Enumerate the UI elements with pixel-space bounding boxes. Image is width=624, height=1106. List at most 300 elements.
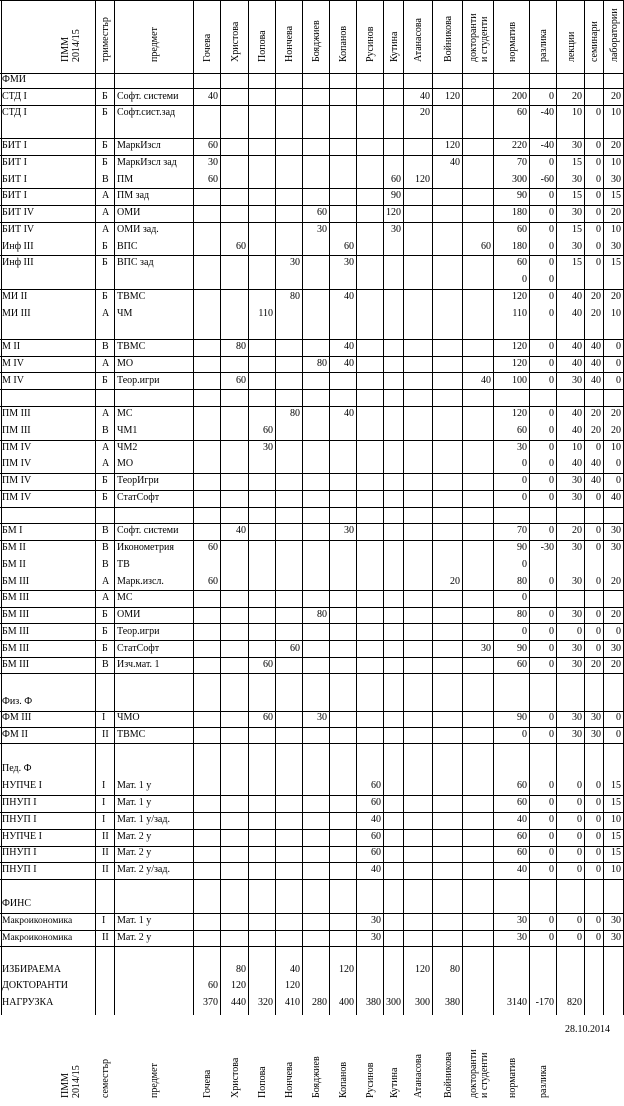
gocheva-cell: 370 bbox=[203, 997, 218, 1008]
hristova-cell: 60 bbox=[236, 375, 246, 386]
diff-cell: -170 bbox=[535, 997, 554, 1008]
lectures-cell: 0 bbox=[577, 626, 582, 637]
gocheva-cell: 60 bbox=[208, 174, 218, 185]
header-subject: предмет bbox=[149, 27, 160, 62]
seminars-cell: 0 bbox=[596, 174, 601, 185]
row-divider bbox=[0, 255, 624, 256]
group-cell: ПМ III bbox=[2, 425, 31, 436]
diff-cell: 0 bbox=[549, 932, 554, 943]
subject-cell: ПМ bbox=[117, 174, 134, 185]
seminars-cell: 0 bbox=[596, 576, 601, 587]
noncheva-cell: 410 bbox=[285, 997, 300, 1008]
diff-cell: 0 bbox=[549, 190, 554, 201]
seminars-cell: 0 bbox=[596, 525, 601, 536]
norm-cell: 180 bbox=[512, 241, 527, 252]
lectures-cell: 15 bbox=[572, 257, 582, 268]
group-cell: НАГРУЗКА bbox=[2, 997, 54, 1008]
labs-cell: 40 bbox=[611, 492, 621, 503]
lectures-cell: 30 bbox=[572, 140, 582, 151]
labs-cell: 10 bbox=[611, 157, 621, 168]
norm-cell: 90 bbox=[517, 190, 527, 201]
labs-cell: 20 bbox=[611, 609, 621, 620]
group-cell: ПМ IV bbox=[2, 442, 32, 453]
column-divider bbox=[383, 0, 384, 1015]
diff-cell: 0 bbox=[549, 375, 554, 386]
subject-cell: ТВ bbox=[117, 559, 130, 570]
group-cell: БМ I bbox=[2, 525, 23, 536]
labs-cell: 10 bbox=[611, 308, 621, 319]
seminars-cell: 0 bbox=[596, 207, 601, 218]
gocheva-cell: 60 bbox=[208, 576, 218, 587]
labs-cell: 30 bbox=[611, 643, 621, 654]
popova-cell: 60 bbox=[263, 712, 273, 723]
diff-cell: -60 bbox=[540, 174, 554, 185]
rusinov-cell: 60 bbox=[371, 847, 381, 858]
diff-cell: 0 bbox=[549, 609, 554, 620]
group-cell: ПНУП I bbox=[2, 797, 37, 808]
lectures-cell: 30 bbox=[572, 174, 582, 185]
kutina-cell: 30 bbox=[391, 224, 401, 235]
kutina-cell: 90 bbox=[391, 190, 401, 201]
diff-cell: 0 bbox=[549, 458, 554, 469]
diff-cell: 0 bbox=[549, 525, 554, 536]
group-cell: ДОКТОРАНТИ bbox=[2, 980, 68, 991]
row-divider bbox=[0, 523, 624, 524]
header-labs: лаборатории bbox=[608, 8, 620, 62]
lectures-cell: 30 bbox=[572, 542, 582, 553]
row-divider bbox=[0, 623, 624, 624]
row-divider bbox=[0, 673, 624, 674]
kopanov-cell: 40 bbox=[344, 408, 354, 419]
header-boyadzhiev: Бояджиев bbox=[311, 20, 322, 62]
row-divider bbox=[0, 590, 624, 591]
group-cell: БМ II bbox=[2, 542, 26, 553]
gocheva-cell: 30 bbox=[208, 157, 218, 168]
norm-cell: 0 bbox=[522, 492, 527, 503]
diff-cell: 0 bbox=[549, 291, 554, 302]
column-divider bbox=[329, 0, 330, 1015]
rusinov-cell: 380 bbox=[366, 997, 381, 1008]
subject-cell: МО bbox=[117, 358, 134, 369]
row-divider bbox=[0, 356, 624, 357]
column-divider bbox=[193, 0, 194, 1015]
diff-cell: -40 bbox=[540, 140, 554, 151]
norm-cell: 0 bbox=[522, 458, 527, 469]
footer-header-phd: докторанти и студенти bbox=[467, 1049, 490, 1098]
footer-header-hristova: Христова bbox=[229, 1057, 241, 1098]
lectures-cell: 30 bbox=[572, 492, 582, 503]
row-divider bbox=[0, 727, 624, 728]
term-cell: А bbox=[102, 190, 110, 201]
row-divider bbox=[0, 640, 624, 641]
group-cell: ПНУП I bbox=[2, 847, 37, 858]
voynikova-cell: 380 bbox=[445, 997, 460, 1008]
noncheva-cell: 80 bbox=[290, 291, 300, 302]
norm-cell: 30 bbox=[517, 915, 527, 926]
norm-cell: 60 bbox=[517, 224, 527, 235]
hristova-cell: 60 bbox=[236, 241, 246, 252]
group-cell: ПНУП I bbox=[2, 814, 37, 825]
group-cell: ФМ II bbox=[2, 729, 28, 740]
diff-cell: 0 bbox=[549, 241, 554, 252]
row-divider bbox=[0, 73, 624, 74]
labs-cell: 20 bbox=[611, 207, 621, 218]
term-cell: В bbox=[102, 525, 109, 536]
norm-cell: 180 bbox=[512, 207, 527, 218]
subject-cell: Мат. 1 у bbox=[117, 780, 152, 791]
diff-cell: 0 bbox=[549, 864, 554, 875]
lectures-cell: 40 bbox=[572, 425, 582, 436]
subject-cell: ПМ зад bbox=[117, 190, 150, 201]
column-divider bbox=[403, 0, 404, 1015]
labs-cell: 30 bbox=[611, 542, 621, 553]
term-cell: В bbox=[102, 659, 109, 670]
group-cell: БИТ I bbox=[2, 174, 27, 185]
row-divider bbox=[0, 155, 624, 156]
lectures-cell: 40 bbox=[572, 358, 582, 369]
lectures-cell: 40 bbox=[572, 408, 582, 419]
diff-cell: 0 bbox=[549, 814, 554, 825]
subject-cell: Мат. 2 у bbox=[117, 847, 152, 858]
lectures-cell: 30 bbox=[572, 659, 582, 670]
header-seminars: семинари bbox=[589, 21, 600, 62]
subject-cell: Иконометрия bbox=[117, 542, 174, 553]
row-divider bbox=[0, 339, 624, 340]
column-divider bbox=[220, 0, 221, 1015]
rusinov-cell: 60 bbox=[371, 831, 381, 842]
document-date: 28.10.2014 bbox=[565, 1024, 610, 1035]
lectures-cell: 820 bbox=[567, 997, 582, 1008]
subject-cell: Мат. 2 у/зад. bbox=[117, 864, 170, 875]
header-lectures: лекции bbox=[565, 31, 577, 62]
noncheva-cell: 60 bbox=[290, 643, 300, 654]
row-divider bbox=[0, 205, 624, 206]
subject-cell: СтатСофт bbox=[117, 492, 160, 503]
voynikova-cell: 80 bbox=[450, 964, 460, 975]
labs-cell: 20 bbox=[611, 576, 621, 587]
term-cell: В bbox=[102, 341, 109, 352]
labs-cell: 0 bbox=[616, 729, 621, 740]
diff-cell: 0 bbox=[549, 408, 554, 419]
subject-cell: Мат. 1 у/зад. bbox=[117, 814, 170, 825]
seminars-cell: 0 bbox=[596, 140, 601, 151]
column-divider bbox=[1, 0, 2, 1015]
norm-cell: 0 bbox=[522, 559, 527, 570]
labs-cell: 20 bbox=[611, 408, 621, 419]
term-cell: II bbox=[102, 932, 109, 943]
group-cell: Инф III bbox=[2, 241, 34, 252]
norm-cell: 30 bbox=[517, 932, 527, 943]
diff-cell: 0 bbox=[549, 729, 554, 740]
norm-cell: 220 bbox=[512, 140, 527, 151]
norm-cell: 70 bbox=[517, 157, 527, 168]
seminars-cell: 20 bbox=[591, 291, 601, 302]
subject-cell: Софт. системи bbox=[117, 91, 179, 102]
diff-cell: 0 bbox=[549, 847, 554, 858]
labs-cell: 10 bbox=[611, 224, 621, 235]
column-divider bbox=[302, 0, 303, 1015]
term-cell: I bbox=[102, 814, 106, 825]
term-cell: А bbox=[102, 207, 110, 218]
group-cell: БИТ IV bbox=[2, 207, 35, 218]
column-divider bbox=[529, 0, 530, 1015]
seminars-cell: 0 bbox=[596, 626, 601, 637]
norm-cell: 120 bbox=[512, 358, 527, 369]
row-divider bbox=[0, 795, 624, 796]
labs-cell: 0 bbox=[616, 458, 621, 469]
norm-cell: 0 bbox=[522, 729, 527, 740]
row-divider bbox=[0, 440, 624, 441]
row-divider bbox=[0, 289, 624, 290]
noncheva-cell: 120 bbox=[285, 980, 300, 991]
labs-cell: 0 bbox=[616, 475, 621, 486]
column-divider bbox=[603, 0, 604, 1015]
term-cell: Б bbox=[102, 241, 108, 252]
phd-cell: 40 bbox=[481, 375, 491, 386]
group-cell: БМ III bbox=[2, 609, 30, 620]
labs-cell: 30 bbox=[611, 174, 621, 185]
diff-cell: 0 bbox=[549, 425, 554, 436]
term-cell: I bbox=[102, 780, 106, 791]
group-cell: БМ III bbox=[2, 576, 30, 587]
seminars-cell: 0 bbox=[596, 157, 601, 168]
atanasova-cell: 120 bbox=[415, 964, 430, 975]
group-cell: ПМ IV bbox=[2, 475, 32, 486]
column-divider bbox=[462, 0, 463, 1015]
term-cell: А bbox=[102, 408, 110, 419]
subject-cell: Мат. 2 у bbox=[117, 831, 152, 842]
norm-cell: 0 bbox=[522, 592, 527, 603]
lectures-cell: 20 bbox=[572, 525, 582, 536]
lectures-cell: 40 bbox=[572, 291, 582, 302]
lectures-cell: 0 bbox=[577, 915, 582, 926]
kopanov-cell: 60 bbox=[344, 241, 354, 252]
group-cell: ФМИ bbox=[2, 74, 27, 85]
subject-cell: Мат. 1 у bbox=[117, 797, 152, 808]
footer-header-diff: разлика bbox=[538, 1065, 549, 1098]
term-cell: А bbox=[102, 442, 110, 453]
group-cell: Пед. Ф bbox=[2, 763, 32, 774]
boyadzhiev-cell: 60 bbox=[317, 207, 327, 218]
row-divider bbox=[0, 829, 624, 830]
column-divider bbox=[95, 0, 96, 1015]
row-divider bbox=[0, 812, 624, 813]
term-cell: А bbox=[102, 458, 110, 469]
subject-cell: ОМИ зад. bbox=[117, 224, 159, 235]
term-cell: Б bbox=[102, 140, 108, 151]
diff-cell: 0 bbox=[549, 442, 554, 453]
footer-header-gocheva: Гочева bbox=[202, 1069, 213, 1098]
kopanov-cell: 400 bbox=[339, 997, 354, 1008]
group-cell: СТД I bbox=[2, 107, 27, 118]
row-divider bbox=[0, 138, 624, 139]
popova-cell: 110 bbox=[258, 308, 273, 319]
seminars-cell: 0 bbox=[596, 780, 601, 791]
lectures-cell: 30 bbox=[572, 643, 582, 654]
group-cell: М IV bbox=[2, 358, 24, 369]
subject-cell: ОМИ bbox=[117, 609, 141, 620]
row-divider bbox=[0, 406, 624, 407]
norm-cell: 200 bbox=[512, 91, 527, 102]
norm-cell: 90 bbox=[517, 712, 527, 723]
diff-cell: 0 bbox=[549, 492, 554, 503]
voynikova-cell: 120 bbox=[445, 140, 460, 151]
seminars-cell: 20 bbox=[591, 408, 601, 419]
subject-cell: Софт.сист.зад bbox=[117, 107, 176, 118]
group-cell: Инф III bbox=[2, 257, 34, 268]
seminars-cell: 0 bbox=[596, 915, 601, 926]
labs-cell: 15 bbox=[611, 797, 621, 808]
header-kutina: Кутина bbox=[388, 31, 400, 62]
lectures-cell: 15 bbox=[572, 190, 582, 201]
labs-cell: 20 bbox=[611, 425, 621, 436]
labs-cell: 30 bbox=[611, 932, 621, 943]
term-cell: II bbox=[102, 847, 109, 858]
row-divider bbox=[0, 507, 624, 508]
header-term: триместър bbox=[100, 17, 111, 62]
norm-cell: 40 bbox=[517, 864, 527, 875]
lectures-cell: 30 bbox=[572, 712, 582, 723]
subject-cell: МС bbox=[117, 592, 133, 603]
header-hristova: Христова bbox=[229, 21, 241, 62]
footer-header-subject: предмет bbox=[149, 1063, 160, 1098]
hristova-cell: 440 bbox=[231, 997, 246, 1008]
norm-cell: 120 bbox=[512, 408, 527, 419]
header-group: ПММ 2014/15 bbox=[60, 29, 82, 62]
lectures-cell: 30 bbox=[572, 475, 582, 486]
norm-cell: 60 bbox=[517, 780, 527, 791]
term-cell: I bbox=[102, 712, 106, 723]
norm-cell: 70 bbox=[517, 525, 527, 536]
term-cell: I bbox=[102, 797, 106, 808]
norm-cell: 90 bbox=[517, 542, 527, 553]
diff-cell: 0 bbox=[549, 626, 554, 637]
subject-cell: МаркИзсл bbox=[117, 140, 161, 151]
labs-cell: 10 bbox=[611, 442, 621, 453]
boyadzhiev-cell: 280 bbox=[312, 997, 327, 1008]
group-cell: БМ III bbox=[2, 626, 30, 637]
diff-cell: -30 bbox=[540, 542, 554, 553]
lectures-cell: 30 bbox=[572, 576, 582, 587]
group-cell: БМ III bbox=[2, 659, 30, 670]
footer-header-noncheva: Нончева bbox=[284, 1061, 295, 1098]
subject-cell: МаркИзсл зад bbox=[117, 157, 177, 168]
seminars-cell: 0 bbox=[596, 609, 601, 620]
seminars-cell: 40 bbox=[591, 375, 601, 386]
row-divider bbox=[0, 879, 624, 880]
diff-cell: 0 bbox=[549, 475, 554, 486]
subject-cell: ОМИ bbox=[117, 207, 141, 218]
kopanov-cell: 120 bbox=[339, 964, 354, 975]
labs-cell: 20 bbox=[611, 659, 621, 670]
seminars-cell: 30 bbox=[591, 729, 601, 740]
subject-cell: ВПС bbox=[117, 241, 138, 252]
kopanov-cell: 40 bbox=[344, 358, 354, 369]
subject-cell: ЧМ2 bbox=[117, 442, 138, 453]
term-cell: В bbox=[102, 174, 109, 185]
subject-cell: ТВМС bbox=[117, 729, 146, 740]
group-cell: МИ III bbox=[2, 308, 31, 319]
lectures-cell: 0 bbox=[577, 847, 582, 858]
norm-cell: 60 bbox=[517, 831, 527, 842]
diff-cell: 0 bbox=[549, 358, 554, 369]
norm-cell: 80 bbox=[517, 576, 527, 587]
group-cell: БМ III bbox=[2, 643, 30, 654]
atanasova-cell: 40 bbox=[420, 91, 430, 102]
diff-cell: 0 bbox=[549, 91, 554, 102]
labs-cell: 10 bbox=[611, 814, 621, 825]
seminars-cell: 0 bbox=[596, 224, 601, 235]
boyadzhiev-cell: 30 bbox=[317, 712, 327, 723]
seminars-cell: 40 bbox=[591, 458, 601, 469]
subject-cell: Мат. 1 у bbox=[117, 915, 152, 926]
row-divider bbox=[0, 188, 624, 189]
row-divider bbox=[0, 88, 624, 89]
diff-cell: 0 bbox=[549, 576, 554, 587]
row-divider bbox=[0, 913, 624, 914]
popova-cell: 30 bbox=[263, 442, 273, 453]
atanasova-cell: 120 bbox=[415, 174, 430, 185]
row-divider bbox=[0, 372, 624, 373]
rusinov-cell: 30 bbox=[371, 932, 381, 943]
labs-cell: 15 bbox=[611, 257, 621, 268]
lectures-cell: 30 bbox=[572, 609, 582, 620]
popova-cell: 60 bbox=[263, 425, 273, 436]
term-cell: Б bbox=[102, 475, 108, 486]
hristova-cell: 40 bbox=[236, 525, 246, 536]
diff-cell: 0 bbox=[549, 712, 554, 723]
lectures-cell: 30 bbox=[572, 241, 582, 252]
labs-cell: 0 bbox=[616, 375, 621, 386]
seminars-cell: 0 bbox=[596, 542, 601, 553]
group-cell: ПНУП I bbox=[2, 864, 37, 875]
gocheva-cell: 60 bbox=[208, 980, 218, 991]
diff-cell: 0 bbox=[549, 257, 554, 268]
kopanov-cell: 40 bbox=[344, 341, 354, 352]
lectures-cell: 0 bbox=[577, 831, 582, 842]
term-cell: Б bbox=[102, 492, 108, 503]
lectures-cell: 0 bbox=[577, 814, 582, 825]
diff-cell: 0 bbox=[549, 308, 554, 319]
row-divider bbox=[0, 607, 624, 608]
term-cell: А bbox=[102, 592, 110, 603]
header-voynikova: Войникова bbox=[442, 15, 454, 62]
norm-cell: 80 bbox=[517, 609, 527, 620]
column-divider bbox=[584, 0, 585, 1015]
labs-cell: 30 bbox=[611, 241, 621, 252]
term-cell: В bbox=[102, 559, 109, 570]
term-cell: Б bbox=[102, 375, 108, 386]
subject-cell: МС bbox=[117, 408, 133, 419]
column-divider bbox=[356, 0, 357, 1015]
seminars-cell: 0 bbox=[596, 257, 601, 268]
group-cell: М IV bbox=[2, 375, 24, 386]
header-rusinov: Русинов bbox=[365, 26, 376, 62]
header-diff: разлика bbox=[538, 29, 549, 62]
seminars-cell: 0 bbox=[596, 442, 601, 453]
footer-header-atanasova: Атанасова bbox=[413, 1054, 424, 1098]
seminars-cell: 40 bbox=[591, 475, 601, 486]
header-gocheva: Гочева bbox=[202, 33, 213, 62]
kutina-cell: 60 bbox=[391, 174, 401, 185]
subject-cell: Софт. системи bbox=[117, 525, 179, 536]
norm-cell: 100 bbox=[512, 375, 527, 386]
diff-cell: 0 bbox=[549, 831, 554, 842]
seminars-cell: 0 bbox=[596, 797, 601, 808]
group-cell: НУПЧЕ I bbox=[2, 831, 42, 842]
seminars-cell: 0 bbox=[596, 107, 601, 118]
header-kopanov: Копанов bbox=[338, 25, 349, 62]
